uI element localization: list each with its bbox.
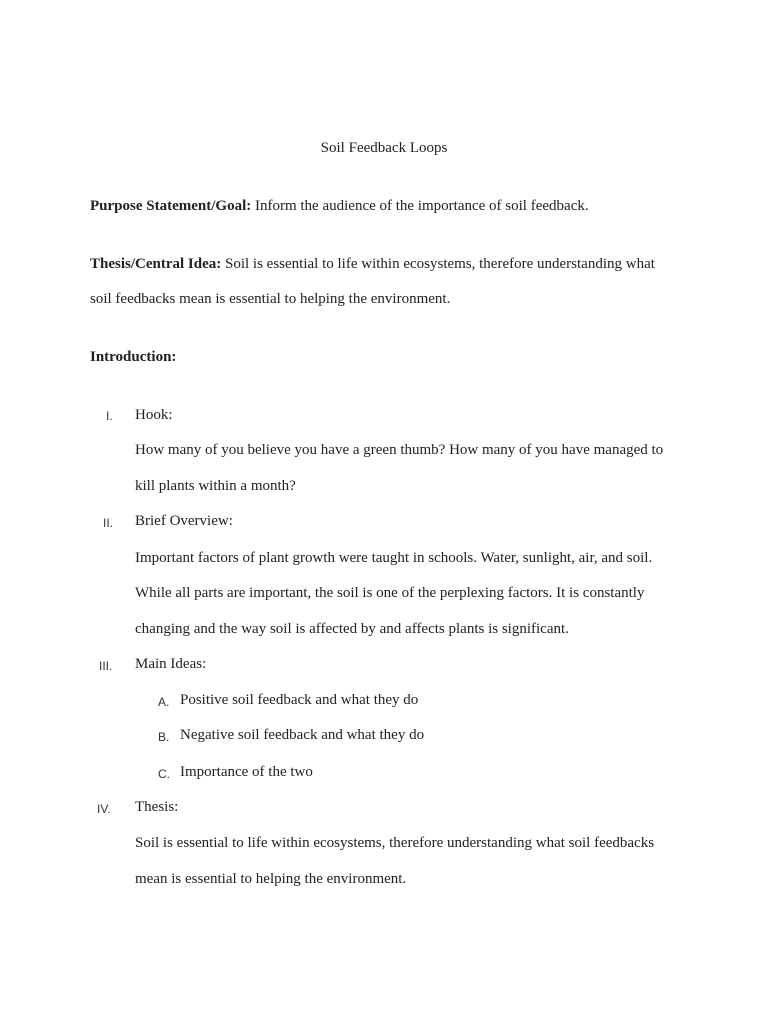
list-item-text: mean is essential to helping the environment. xyxy=(135,871,407,887)
sublist-letter: C. xyxy=(158,767,170,781)
list-item-text: How many of you believe you have a green thumb? How many of you have managed to xyxy=(135,442,664,458)
purpose-text: Inform the audience of the importance of soil feedback. xyxy=(251,198,589,214)
list-item-label: Brief Overview: xyxy=(135,513,233,529)
introduction-heading: Introduction: xyxy=(90,349,177,365)
thesis-text-line-2: soil feedbacks mean is essential to helping the environment. xyxy=(90,291,451,307)
list-item-text: Important factors of plant growth were taught in schools. Water, sunlight, air, and soil. xyxy=(135,550,653,566)
sublist-item-text: Importance of the two xyxy=(180,764,313,780)
sublist-letter: B. xyxy=(158,730,170,744)
sublist-letter: A. xyxy=(158,695,170,709)
list-item-label: Thesis: xyxy=(135,799,179,815)
list-item-label: Main Ideas: xyxy=(135,656,207,672)
thesis-label: Thesis/Central Idea: xyxy=(90,256,222,272)
list-item-label: Hook: xyxy=(135,407,173,423)
list-item-text: kill plants within a month? xyxy=(135,478,296,494)
purpose-statement xyxy=(90,197,589,215)
list-numeral: IV. xyxy=(97,802,111,816)
thesis-statement xyxy=(90,255,655,273)
thesis-text-line-1: Soil is essential to life within ecosystems, therefore understanding what xyxy=(221,256,655,272)
list-item-text: Soil is essential to life within ecosystems, therefore understanding what soil feedbacks xyxy=(135,835,655,851)
list-numeral: I. xyxy=(106,409,113,423)
sublist-item-text: Negative soil feedback and what they do xyxy=(180,727,425,743)
list-item-text: While all parts are important, the soil is one of the perplexing factors. It is constantly xyxy=(135,585,645,601)
list-numeral: II. xyxy=(103,516,114,530)
list-item-text: changing and the way soil is affected by and affects plants is significant. xyxy=(135,621,569,637)
purpose-label: Purpose Statement/Goal: xyxy=(90,198,252,214)
sublist-item-text: Positive soil feedback and what they do xyxy=(180,692,419,708)
list-numeral: III. xyxy=(99,659,113,673)
document-title: Soil Feedback Loops xyxy=(320,140,448,156)
